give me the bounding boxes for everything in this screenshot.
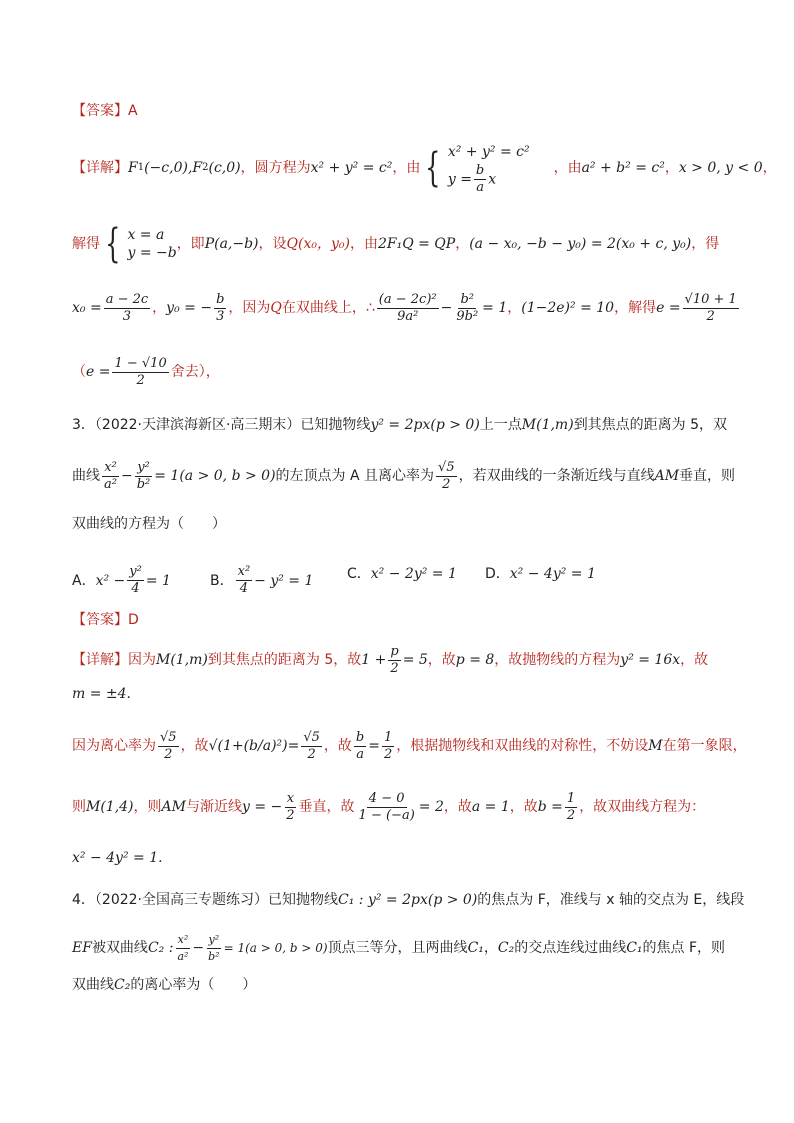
text-by-3: ，由	[349, 236, 378, 252]
math-c1: C₁ : y² = 2px(p > 0)	[338, 892, 478, 908]
frac-num: √10 + 1	[684, 291, 737, 307]
math-point-p: P(a,−b)	[204, 236, 259, 252]
q3-line-3	[72, 514, 226, 534]
frac-num: x²	[237, 564, 251, 579]
text-perp: 垂直，故	[298, 799, 355, 815]
text-because: ，因为	[228, 300, 271, 316]
option-d[interactable]	[485, 564, 596, 584]
frac-num: x	[286, 790, 295, 806]
q4-line-1	[72, 888, 744, 912]
text-because: 因为	[128, 652, 156, 668]
q3-perp: 垂直，则	[679, 468, 736, 484]
q4-intersection: 的交点连线过曲线	[514, 940, 627, 956]
frac-num: b²	[460, 291, 475, 307]
text-on-hyperbola: 在双曲线上，∴	[281, 300, 375, 316]
math-point-m-2: M(1,4)	[86, 799, 134, 815]
frac-den: 2	[286, 807, 295, 823]
math-eq-one: = 1	[482, 300, 508, 316]
math-m-value: m = ±4.	[72, 686, 131, 702]
q4-ask: 的离心率为（ ）	[130, 977, 257, 993]
text-get: ，得	[691, 236, 720, 252]
frac-num: (a − 2c)²	[378, 291, 437, 307]
frac-den: 2	[706, 308, 715, 324]
frac-num: √5	[160, 729, 177, 745]
detail-tag: 【详解】	[72, 160, 128, 176]
text-circle-eq: ，圆方程为	[240, 160, 311, 176]
math-q: Q	[270, 300, 282, 316]
text-then: 则	[72, 799, 86, 815]
text-ie: ，即	[176, 236, 205, 252]
frac-num: 1 − √10	[114, 355, 167, 371]
frac-num: √5	[438, 459, 455, 475]
math-coord-eq: (a − x₀, −b − y₀) = 2(x₀ + c, y₀)	[469, 236, 692, 252]
frac-den: b²	[136, 476, 151, 492]
text-so-2: ，故	[323, 738, 352, 754]
q4-hyperbola: 双曲线	[72, 977, 114, 993]
text-ecc: 因为离心率为	[72, 738, 156, 754]
text-symmetry: ，根据抛物线和双曲线的对称性，不妨设	[396, 738, 649, 754]
frac-num: a − 2c	[105, 291, 149, 307]
frac-den: a²	[104, 476, 117, 492]
math-c1-3: C₁	[626, 940, 643, 956]
option-a-math: x² −	[95, 572, 126, 589]
math-eq-2: =	[368, 738, 380, 754]
math-c2-2: C₂	[114, 977, 131, 993]
text-quadrant: 在第一象限，	[662, 738, 747, 754]
text-comma-2: ，	[762, 160, 777, 176]
text-by-2: ，由	[553, 160, 582, 176]
frac-num: p	[390, 643, 399, 659]
math-x0: x₀ =	[72, 300, 102, 316]
equation-system-2: { x = a y = −b	[105, 221, 177, 267]
math-e-2: e =	[86, 364, 111, 380]
text-solve-get: ，解得	[614, 300, 657, 316]
detail-tag: 【详解】	[72, 652, 128, 668]
text-hyperbola-eq: ，故双曲线方程为：	[579, 799, 706, 815]
math-f1-coords: (−c,0),	[144, 160, 193, 176]
text-paren: （	[72, 364, 86, 380]
math-c1-2: C₁	[467, 940, 484, 956]
math-am: AM	[654, 468, 680, 484]
text-discard: 舍去），	[170, 364, 220, 380]
q2-detail-line-3	[72, 285, 741, 331]
text-so-2: ，故	[680, 652, 709, 668]
text-so: ，故	[180, 738, 209, 754]
text-comma-5: ，	[507, 300, 522, 316]
text-with-asymptote: 与渐近线	[185, 799, 242, 815]
option-c-math: x² − 2y² = 1	[370, 566, 457, 582]
q3-detail-line-2	[72, 684, 131, 704]
text-so-3: ，故	[443, 799, 472, 815]
q3-ask: 双曲线的方程为（ ）	[72, 516, 226, 532]
math-hyperbola-cond: = 1(a > 0, b > 0)	[154, 468, 276, 484]
math-minus: −	[120, 468, 133, 484]
text-then-2: ，则	[133, 799, 162, 815]
q4-line-2	[72, 926, 725, 970]
math-parabola: y² = 2px(p > 0)	[370, 417, 480, 433]
frac-den: 3	[122, 308, 132, 324]
answer-value: D	[128, 612, 139, 628]
frac-num: y²	[207, 932, 222, 949]
math-c2-cond: = 1(a > 0, b > 0)	[223, 941, 328, 955]
frac-num: y²	[129, 564, 142, 579]
option-b-label: B．	[210, 572, 234, 589]
text-distance: 到其焦点的距离为 5，故	[207, 652, 362, 668]
text-comma-3: ，	[455, 236, 470, 252]
option-a-label: A．	[72, 572, 96, 589]
math-point-m: M(1,m)	[521, 417, 574, 433]
math-f2: F	[192, 160, 203, 176]
q4-trisect: 顶点三等分，且两曲线	[327, 940, 468, 956]
math-f2-coords: (c,0)	[208, 160, 241, 176]
q4-comma: ，	[483, 940, 498, 956]
frac-num: x²	[176, 932, 191, 949]
math-eq-five: = 5	[402, 652, 428, 668]
math-sqrt-expr: √(1+(b/a)²)	[208, 738, 288, 754]
frac-den: 2	[383, 746, 393, 762]
frac-num: √5	[303, 729, 320, 745]
math-point-q: Q(x₀，y₀)	[286, 236, 350, 252]
math-ef: EF	[72, 940, 92, 956]
equation-system-1: { x² + y² = c² y = $\frac{b}{a}$ x	[420, 141, 529, 196]
q4-line-3	[72, 975, 256, 995]
math-e: e =	[656, 300, 681, 316]
answer-value: A	[128, 103, 138, 119]
frac-den: a	[476, 179, 484, 195]
q3-detail-line-3	[72, 718, 747, 774]
math-c2-label: C₂ :	[147, 940, 174, 956]
frac-num: b	[475, 162, 485, 178]
math-eq-two: = 2	[418, 799, 444, 815]
q3-answer-line	[72, 610, 139, 630]
math-e-eq: (1−2e)² = 10	[521, 300, 615, 316]
q2-detail-line-4	[72, 350, 220, 394]
math-xy-sign: x > 0, y < 0	[678, 160, 763, 176]
q3-stem-a: 3．（2022·天津滨海新区·高三期末）已知抛物线	[72, 417, 371, 433]
frac-den: 2	[442, 476, 451, 492]
frac-num: b	[355, 729, 365, 745]
math-parabola-result: y² = 16x	[620, 652, 681, 668]
math-c2: C₂	[497, 940, 515, 956]
answer-tag: 【答案】	[72, 103, 128, 119]
sys2-row1: x = a	[127, 227, 165, 243]
math-am: AM	[161, 799, 186, 815]
q3-stem-e: 到其焦点的距离为 5，双	[573, 417, 728, 433]
sys1-row2	[448, 163, 530, 196]
frac-den: 4	[239, 581, 249, 596]
q3-options	[72, 558, 712, 596]
sys2-row2: y = −b	[127, 245, 177, 261]
frac-num: b	[216, 291, 225, 307]
option-d-label: D．	[485, 566, 510, 582]
math-m: M	[648, 738, 663, 754]
frac-den: 1 − (−a)	[358, 807, 415, 823]
sys1-row2-x: x	[488, 171, 497, 187]
math-eq: =	[287, 738, 300, 754]
option-a-eq: = 1	[145, 572, 171, 589]
frac-den: 2	[307, 746, 316, 762]
math-f1: F	[128, 160, 138, 176]
frac-den: 2	[136, 372, 145, 388]
q4-by-hyperbola: 被双曲线	[91, 940, 148, 956]
q3-detail-line-1	[72, 640, 708, 680]
q3-detail-line-5	[72, 848, 163, 868]
text-parabola-eq: ，故抛物线的方程为	[494, 652, 621, 668]
q3-curve: 曲线	[72, 468, 100, 484]
frac-den: 9a²	[397, 308, 419, 324]
math-result: x² − 4y² = 1.	[72, 850, 163, 866]
text-comma-4: ，	[152, 300, 167, 316]
q2-detail-line-1: 【详解】 F 1 (−c,0), F 2 (c,0) ，圆方程为 x² + y² = c² ，由 { x² + y² = c² y = $\frac{b}{a}$ x ，由 a² + b² = c² ， x > 0, y < 0 ，	[72, 140, 777, 196]
math-minus: −	[192, 940, 205, 956]
q3-line-2	[72, 452, 735, 500]
q3-stem-c: 上一点	[479, 417, 522, 433]
frac-num: x²	[104, 459, 117, 475]
frac-num: 1	[383, 729, 393, 745]
answer-tag: 【答案】	[72, 612, 128, 628]
math-p: p = 8	[455, 652, 495, 668]
math-b: b =	[537, 799, 563, 815]
q3-asymptote: ，若双曲线的一条渐近线与直线	[458, 468, 655, 484]
frac-num: 1	[566, 790, 576, 806]
q3-left-vertex: 的左顶点为 A 且离心率为	[275, 468, 435, 484]
option-b[interactable]	[210, 564, 313, 597]
math-a-one: a = 1	[471, 799, 510, 815]
option-b-math: − y² = 1	[254, 572, 314, 589]
text-by: ，由	[392, 160, 421, 176]
math-one-plus: 1 +	[361, 652, 387, 668]
sys1-row2-lhs: y =	[447, 171, 472, 187]
text-let: ，设	[258, 236, 287, 252]
text-comma: ，	[664, 160, 679, 176]
option-d-math: x² − 4y² = 1	[509, 566, 596, 582]
q3-detail-line-4	[72, 784, 705, 830]
frac-den: b²	[208, 949, 220, 963]
q4-focus: 的焦点 F，则	[642, 940, 726, 956]
sys1-row1: x² + y² = c²	[447, 143, 530, 160]
option-c-label: C．	[347, 566, 371, 582]
q4-stem-c: 的焦点为 F，准线与 x 轴的交点为 E，线段	[477, 892, 745, 908]
frac-den: a	[356, 746, 364, 762]
math-vector-eq: 2F₁Q = QP	[377, 236, 456, 252]
frac-den: 3	[216, 308, 225, 324]
math-asymptote: y = −	[241, 799, 283, 815]
text-solve: 解得	[72, 236, 100, 252]
math-abc: a² + b² = c²	[581, 160, 665, 176]
math-y0: y₀ = −	[166, 300, 213, 316]
frac-den: 4	[131, 581, 140, 596]
option-c[interactable]	[347, 564, 457, 584]
frac-num: y²	[137, 459, 150, 475]
frac-num: 4 − 0	[368, 790, 405, 806]
frac-den: 2	[164, 746, 173, 762]
frac-den: 2	[566, 807, 576, 823]
math-circle: x² + y² = c²	[310, 160, 393, 176]
q3-line-1	[72, 413, 727, 437]
frac-den: 9b²	[456, 308, 479, 324]
frac-den: a²	[177, 949, 189, 963]
math-point-m: M(1,m)	[156, 652, 208, 668]
q2-detail-line-2	[72, 222, 719, 266]
q4-stem-a: 4．（2022·全国高三专题练习）已知抛物线	[72, 892, 338, 908]
math-minus: −	[440, 300, 453, 316]
text-so: ，故	[427, 652, 456, 668]
frac-den: 2	[390, 660, 399, 676]
option-a[interactable]	[72, 564, 171, 597]
text-so-4: ，故	[509, 799, 538, 815]
q2-answer-line	[72, 101, 138, 121]
